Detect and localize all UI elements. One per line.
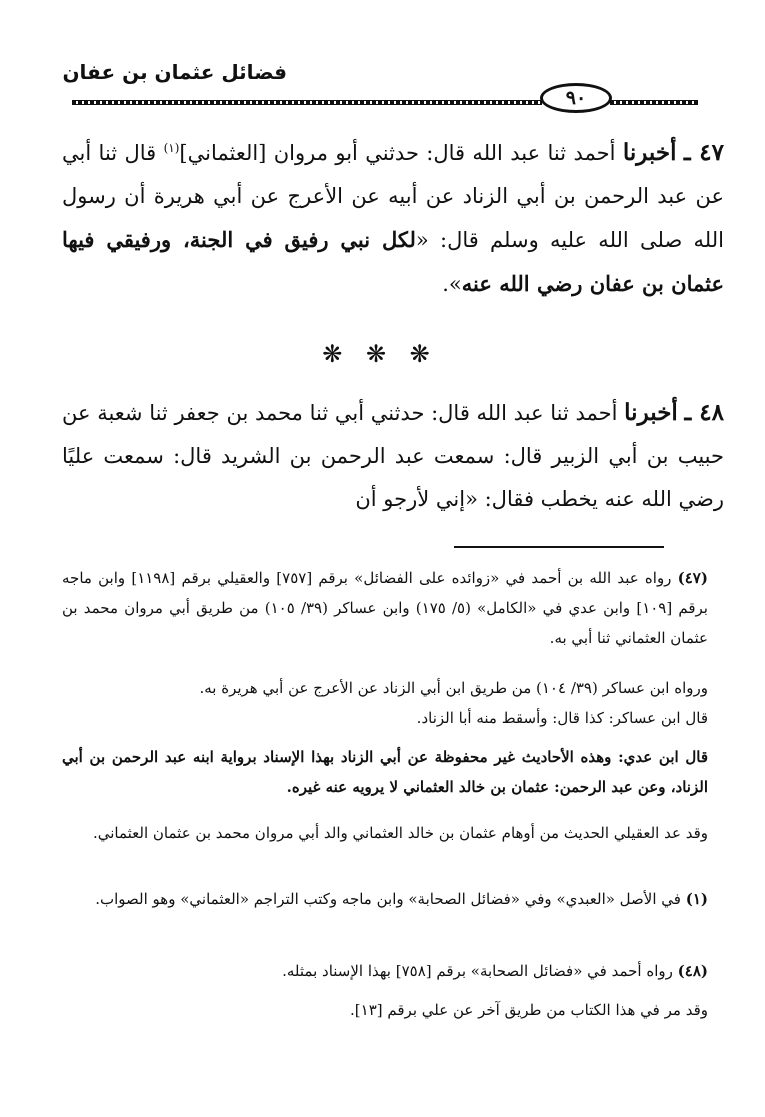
- footnote-text: وقد مر في هذا الكتاب من طريق آخر عن علي برقم [١٣].: [350, 1001, 708, 1019]
- footnote-47-p4: [62, 742, 708, 802]
- footnote-marker: (١): [163, 141, 180, 155]
- footnote-text: ورواه ابن عساكر (٣٩/ ١٠٤) من طريق ابن أبي الزناد عن الأعرج عن أبي هريرة به.: [199, 679, 708, 697]
- footnote-number: (١): [685, 890, 708, 908]
- footnote-paragraph: [62, 563, 708, 653]
- footnote-number: (٤٨): [677, 962, 708, 980]
- footnote-47-p5: [62, 818, 708, 848]
- footnote-text: وقد عد العقيلي الحديث من أوهام عثمان بن خالد العثماني والد أبي مروان محمد بن عثمان العثماني.: [92, 824, 708, 842]
- hadith-quote-end: ».: [442, 272, 462, 296]
- hadith-lead: أخبرنا: [624, 399, 678, 426]
- hadith-lead: أخبرنا: [622, 139, 677, 166]
- hadith-quote: لكل نبي رفيق في الجنة، ورفيقي فيها عثمان بن عفان رضي الله عنه: [62, 227, 724, 296]
- hadith-48: [62, 391, 724, 521]
- hadith-number: ٤٧ ـ: [683, 139, 724, 166]
- footnote-text: في الأصل «العبدي» وفي «فضائل الصحابة» وابن ماجه وكتب التراجم «العثماني» وهو الصواب.: [95, 890, 681, 908]
- footnote-47: [62, 563, 708, 653]
- footnote-text: رواه عبد الله بن أحمد في «زوائده على الفضائل» برقم [٧٥٧] والعقيلي برقم [١١٩٨] وابن ماجه برقم [١٠٩] وابن عدي في «الكامل» (٥/ ١٧٥) وابن عساكر (٣٩/ ١٠٥) من طريق أبي مروان محمد بن عثمان العثماني ثنا أبي به.: [62, 569, 708, 647]
- hadith-47: [62, 131, 724, 306]
- footnote-47-p2: [62, 673, 708, 703]
- footnote-text: قال ابن عساكر: كذا قال: وأسقط منه أبا الزناد.: [416, 709, 708, 727]
- hadith-text-continued: قال ثنا أبي عن عبد الرحمن بن أبي الزناد عن أبيه عن الأعرج عن أبي هريرة أن رسول الله صلى الله عليه وسلم قال: «: [62, 141, 724, 252]
- header-rule-right: [610, 100, 698, 105]
- running-title: فضائل عثمان بن عفان: [62, 60, 287, 84]
- section-separator: ❋ ❋ ❋: [322, 340, 438, 368]
- hadith-number: ٤٨ ـ: [684, 399, 724, 426]
- footnote-47-p3: [62, 703, 708, 733]
- hadith-text: أحمد ثنا عبد الله قال: حدثني أبي ثنا محمد بن جعفر ثنا شعبة عن حبيب بن أبي الزبير قال: سمعت عبد الرحمن بن الشريد قال: سمعت عليًا رضي الله عنه يخطب فقال: «إني لأرجو أن: [62, 401, 724, 511]
- footnote-text: قال ابن عدي: وهذه الأحاديث غير محفوظة عن أبي الزناد بهذا الإسناد برواية ابنه عبد الرحمن بن أبي الزناد، وعن عبد الرحمن: عثمان بن خالد العثماني لا يرويه عنه غيره.: [62, 748, 708, 796]
- footnote-text: رواه أحمد في «فضائل الصحابة» برقم [٧٥٨] بهذا الإسناد بمثله.: [282, 962, 673, 980]
- footnote-number: (٤٧): [677, 569, 708, 587]
- header-rule-left: [72, 100, 542, 105]
- footnote-48: [62, 956, 708, 986]
- footnote-48-p2: [62, 995, 708, 1025]
- page-number: ٩٠: [540, 83, 612, 113]
- hadith-text: أحمد ثنا عبد الله قال: حدثني أبو مروان [العثماني]: [179, 141, 616, 165]
- footnote-divider: [454, 546, 664, 548]
- footnote-1: [62, 884, 708, 914]
